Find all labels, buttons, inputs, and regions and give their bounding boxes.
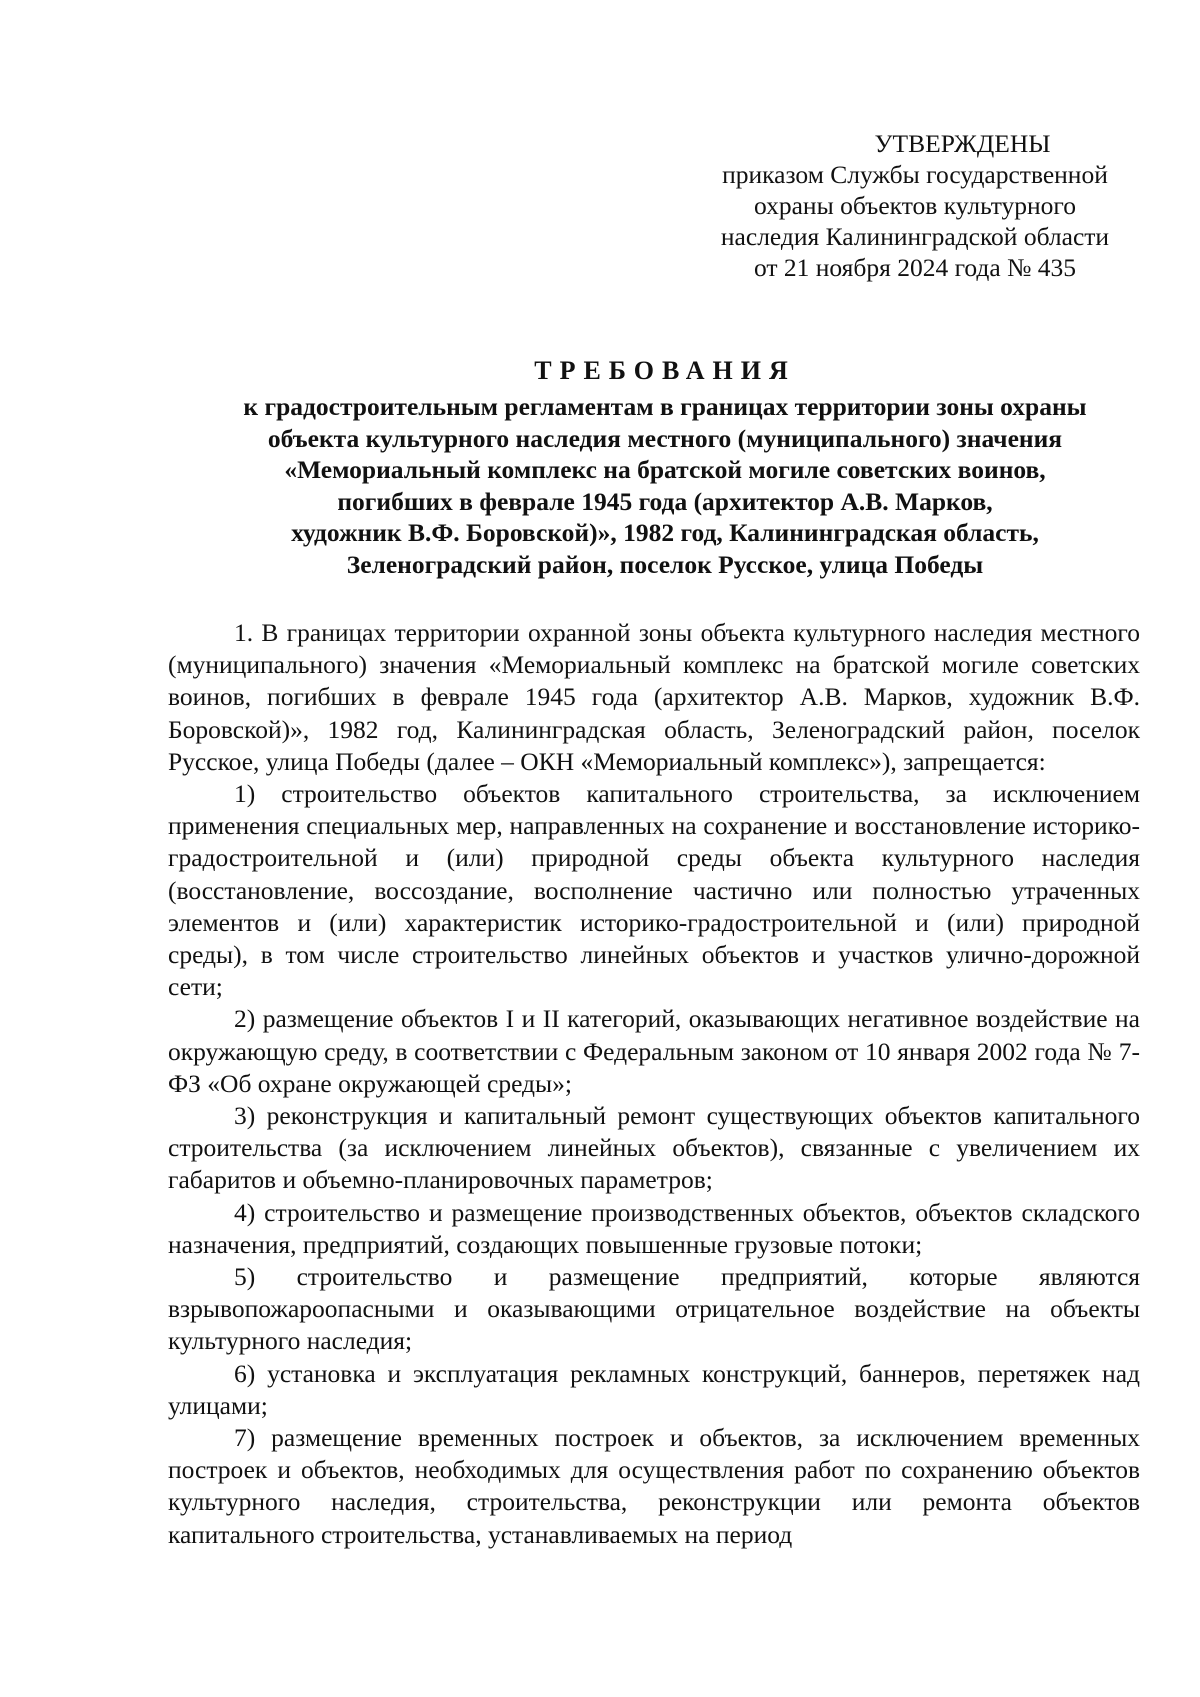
subtitle-line: погибших в феврале 1945 года (архитектор А.В. Марков,	[337, 486, 993, 516]
approved-title: УТВЕРЖДЕНЫ	[874, 129, 1051, 158]
document-body	[168, 617, 1140, 1551]
subtitle-line: художник В.Ф. Боровской)», 1982 год, Калининградская область,	[291, 518, 1039, 547]
list-item-4: 4) строительство и размещение производственных объектов, объектов складского назначения, предприятий, создающих повышенные грузовые потоки;	[168, 1197, 1140, 1259]
list-item-7: 7) размещение временных построек и объектов, за исключением временных построек и объектов, необходимых для осуществления работ по сохранению объектов культурного наследия, строительства, реконструкции или ремонта объектов капитального строительства, устанавливаемых на период	[168, 1423, 1140, 1549]
paragraph-1: 1. В границах территории охранной зоны объекта культурного наследия местного (муниципального) значения «Мемориальный комплекс на братской могиле советских воинов, погибших в феврале 1945 года (архитектор А.В. Марков, художник В.Ф. Боровской)», 1982 год, Калининградская область, Зеленоградский район, поселок Русское, улица Победы (далее – ОКН «Мемориальный комплекс»), запрещается:	[168, 618, 1140, 776]
subtitle-line: «Мемориальный комплекс на братской могиле советских воинов,	[284, 455, 1046, 484]
subtitle-line: Зеленоградский район, поселок Русское, улица Победы	[346, 549, 984, 579]
list-item-6: 6) установка и эксплуатация рекламных конструкций, баннеров, перетяжек над улицами;	[168, 1358, 1140, 1420]
approval-date-number: от 21 ноября 2024 года № 435	[753, 253, 1077, 282]
approval-stamp	[690, 128, 1140, 283]
document-title: ТРЕБОВАНИЯ	[534, 356, 796, 385]
list-item-3: 3) реконструкция и капитальный ремонт существующих объектов капитального строительства (за исключением линейных объектов), связанные с увеличением их габаритов и объемно-планировочных параметров;	[168, 1101, 1140, 1195]
subtitle-line: к градостроительным регламентам в границах территории зоны охраны	[243, 392, 1087, 421]
list-item-2: 2) размещение объектов I и II категорий, оказывающих негативное воздействие на окружающую среду, в соответствии с Федеральным законом от 10 января 2002 года № 7-ФЗ «Об охране окружающей среды»;	[168, 1004, 1140, 1098]
subtitle-line: объекта культурного наследия местного (муниципального) значения	[267, 423, 1063, 453]
approval-line: приказом Службы государственной	[722, 160, 1108, 189]
list-item-5: 5) строительство и размещение предприятий, которые являются взрывопожароопасными и оказывающими отрицательное воздействие на объекты культурного наследия;	[168, 1262, 1140, 1356]
document-heading	[160, 355, 1170, 580]
approval-line: наследия Калининградской области	[720, 222, 1110, 251]
approval-line: охраны объектов культурного	[753, 191, 1077, 220]
list-item-1: 1) строительство объектов капитального строительства, за исключением применения специальных мер, направленных на сохранение и восстановление историко-градостроительной и (или) природной среды объекта культурного наследия (восстановление, воссоздание, восполнение частично или полностью утраченных элементов и (или) характеристик историко-градостроительной и (или) природной среды), в том числе строительство линейных объектов и участков улично-дорожной сети;	[168, 779, 1140, 1002]
